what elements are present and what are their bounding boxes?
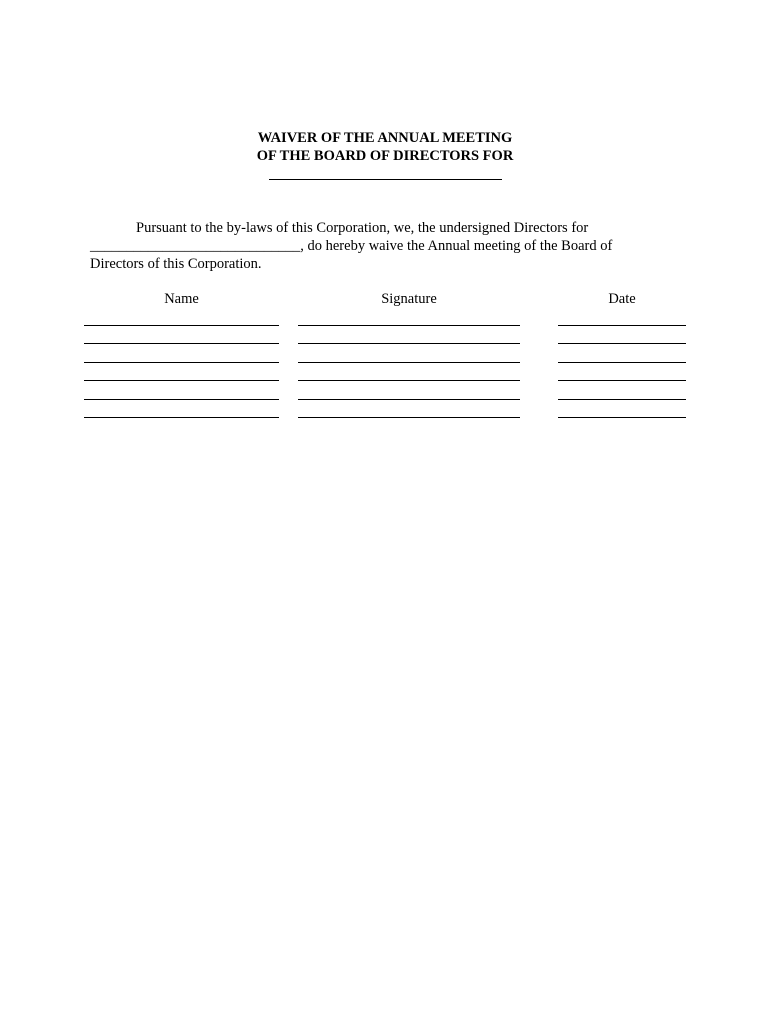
- date-line[interactable]: [558, 343, 686, 344]
- body-text-line3: Directors of this Corporation.: [90, 256, 262, 272]
- date-line[interactable]: [558, 325, 686, 326]
- name-line[interactable]: [84, 325, 279, 326]
- signature-line[interactable]: [298, 399, 520, 400]
- signature-line[interactable]: [298, 325, 520, 326]
- document-title-line1: WAIVER OF THE ANNUAL MEETING: [257, 130, 513, 146]
- signature-line[interactable]: [298, 343, 520, 344]
- signature-line[interactable]: [298, 362, 520, 363]
- signature-line[interactable]: [298, 380, 520, 381]
- date-line[interactable]: [558, 417, 686, 418]
- name-line[interactable]: [84, 399, 279, 400]
- body-text-line2: _____________________________, do hereby waive the Annual meeting of the Board of: [90, 238, 613, 254]
- column-header-name: Name: [164, 291, 199, 307]
- name-line[interactable]: [84, 417, 279, 418]
- column-header-date: Date: [608, 291, 636, 307]
- name-line[interactable]: [84, 380, 279, 381]
- date-line[interactable]: [558, 380, 686, 381]
- name-line[interactable]: [84, 343, 279, 344]
- corporation-name-blank[interactable]: [269, 179, 502, 180]
- document-title-line2: OF THE BOARD OF DIRECTORS FOR: [256, 148, 514, 164]
- body-text-line1: Pursuant to the by-laws of this Corporation, we, the undersigned Directors for: [136, 220, 589, 236]
- date-line[interactable]: [558, 362, 686, 363]
- name-line[interactable]: [84, 362, 279, 363]
- date-line[interactable]: [558, 399, 686, 400]
- signature-line[interactable]: [298, 417, 520, 418]
- column-header-signature: Signature: [381, 291, 437, 307]
